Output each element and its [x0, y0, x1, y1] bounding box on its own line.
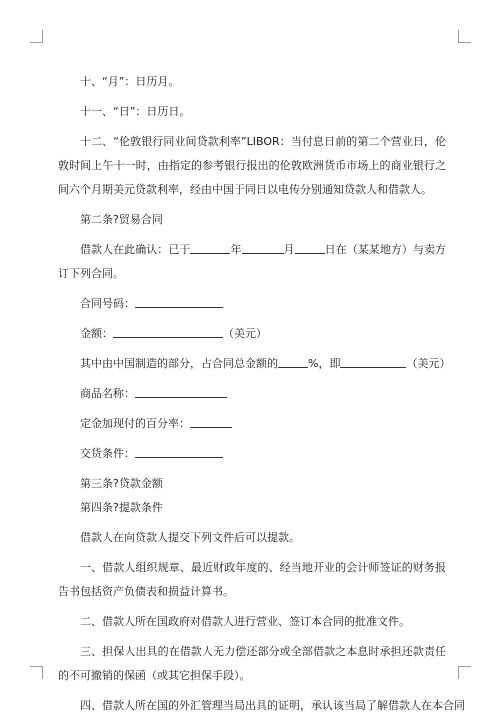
paragraph-day-definition: 十一、“日”：日历日。: [80, 105, 191, 118]
field-delivery-terms: 交货条件：: [58, 442, 446, 466]
document-body: [58, 70, 465, 718]
crop-mark-bottom-right: [458, 666, 471, 679]
blank-china-made-amount[interactable]: [340, 357, 406, 368]
paragraph-withdrawal-intro: 借款人在向贷款人提交下列文件后可以提款。: [80, 531, 300, 544]
blank-year[interactable]: [190, 243, 230, 254]
paragraph-month-definition: 十、“月”：日历月。: [80, 75, 180, 88]
field-amount: 金额： （美元）: [80, 327, 267, 340]
crop-mark-bottom-left: [30, 666, 43, 679]
paragraph-condition-4: 四、借款人所在国的外汇管理当局出具的证明，承认该当局了解借款人在本合同: [80, 699, 465, 712]
heading-article-2: 第二条?贸易合同: [80, 213, 163, 226]
paragraph-contract-confirmation: 借款人在此确认：已于 年 月 日在（某某地方）与卖方订下列合同。: [58, 243, 447, 280]
field-contract-number: 合同号码：: [58, 292, 446, 316]
crop-mark-top-left: [30, 30, 43, 43]
field-goods-name: 商品名称：: [58, 382, 446, 406]
field-china-made-share: 其中由中国制造的部分，占合同总金额的 %，即 （美元）: [80, 357, 451, 370]
field-deposit-percentage: 定金加现付的百分率：: [58, 412, 446, 436]
blank-day[interactable]: [295, 243, 325, 254]
heading-article-3: 第三条?贷款金额: [80, 477, 163, 490]
paragraph-condition-2: 二、借款人所在国政府对借款人进行营业、签订本合同的批准文件。: [80, 615, 410, 628]
paragraph-condition-3: 三、担保人出具的在借款人无力偿还部分或全部借款之本息时承担还款责任的不可撤销的保函（或其它担保手段）。: [58, 645, 446, 682]
blank-goods-name[interactable]: [135, 387, 227, 398]
blank-percentage[interactable]: [278, 357, 308, 368]
crop-mark-top-right: [458, 30, 471, 43]
paragraph-libor-definition: 十二、“伦敦银行同业间贷款利率”LIBOR：当付息日前的第二个营业日，伦敦时间上午十一时，由指定的参考银行报出的伦敦欧洲货币市场上的商业银行之间六个月期美元贷款利率，经由中国于同日以电传分别通知贷款人和借款人。: [58, 135, 446, 196]
blank-month[interactable]: [242, 243, 284, 254]
blank-delivery-terms[interactable]: [135, 447, 223, 458]
blank-contract-number[interactable]: [135, 297, 223, 308]
paragraph-condition-1: 一、借款人组织规章、最近财政年度的、经当地开业的会计师签证的财务报告书包括资产负债表和损益计算书。: [58, 561, 446, 598]
blank-deposit-percentage[interactable]: [190, 417, 232, 428]
blank-amount[interactable]: [113, 327, 223, 338]
heading-article-4: 第四条?提款条件: [80, 501, 163, 514]
